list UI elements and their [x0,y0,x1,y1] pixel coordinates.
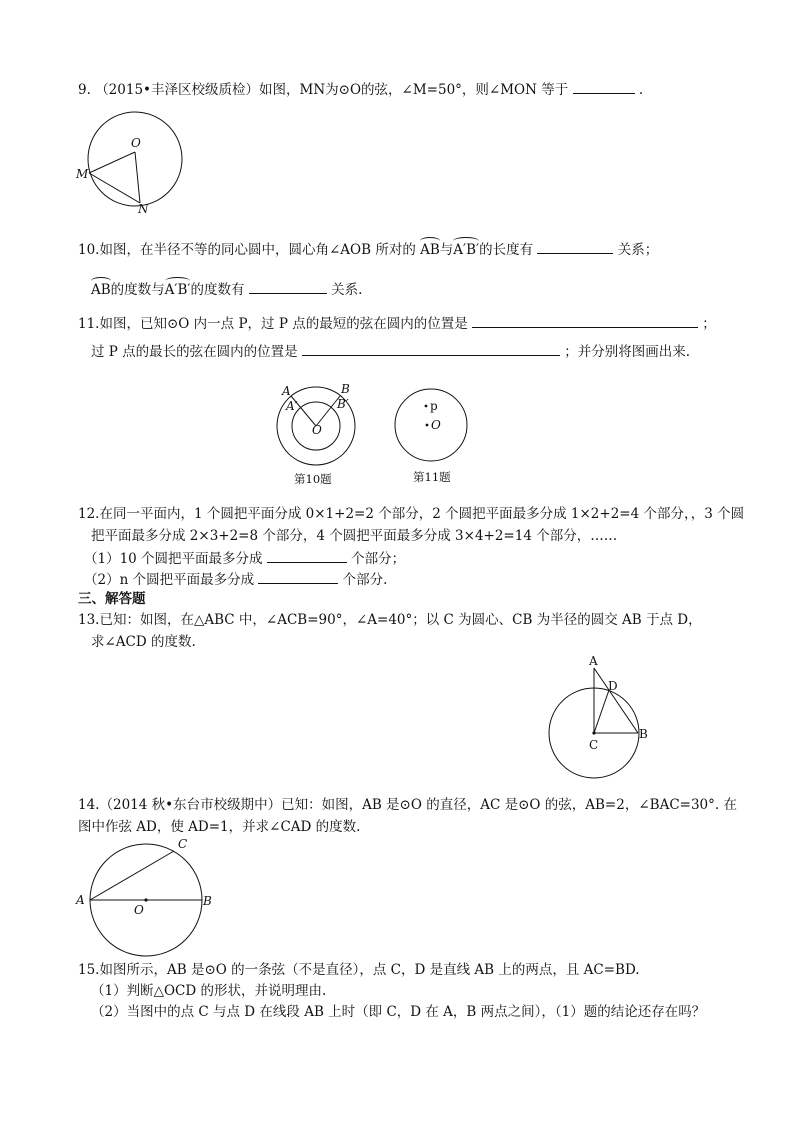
fig11-label-p: p [430,399,438,413]
q13-figure [540,652,660,782]
q13-line-1: 已知：如图，在△ABC 中，∠ACB=90°，∠A=40°；以 C 为圆心、CB 为半径的圆交 AB 于点 D， [99,612,702,628]
question-10-line-1 [78,239,658,259]
section-3-heading: 三、解答题 [78,591,146,607]
q12-answer-blank-1[interactable] [267,548,347,563]
q14-label-c: C [178,837,188,851]
q14-label-b: B [203,894,212,908]
q12-sub1-a: （1）10 个圆把平面最多分成 [84,551,263,567]
q12-sub2-b: 个部分. [342,572,388,588]
q13-line-2: 求∠ACD 的度数. [91,634,196,650]
question-15-sub-2 [91,1003,705,1021]
q9-chord-mn [89,173,140,203]
q14-label-o: O [134,903,144,917]
question-12-sub-2 [84,569,387,589]
q9-text: 如图，MN为⊙O的弦，∠M=50°，则∠MON 等于 [259,82,569,98]
q12-sub2-a: （2）n 个圆把平面最多分成 [84,572,255,588]
q14-chord-ac [90,851,174,900]
q10-text-c: 关系； [617,242,659,258]
q10-text-d: 的度数与 [110,282,165,298]
q13-label-c: C [589,738,599,752]
figure-10 [270,382,370,492]
question-9 [78,79,643,99]
q13-number: 13. [78,612,100,628]
question-11-line-2 [91,341,690,361]
q10-text-f: 关系. [331,282,363,298]
q11-answer-blank-1[interactable] [472,313,698,328]
q15-sub-1: （1）判断△OCD 的形状，并说明理由. [91,983,327,999]
q13-segment-cd [594,690,609,733]
q9-source: （2015•丰泽区校级质检） [95,82,260,98]
q14-number: 14. [78,797,100,813]
q14-line-1: （2014 秋•东台市校级期中）已知：如图，AB 是⊙O 的直径，AC 是⊙O 的弦，AB=2，∠BAC=30°. 在 [99,797,737,813]
q10-text-b: 的长度有 [479,242,534,258]
q11-answer-blank-2[interactable] [302,341,560,356]
q9-radius-om [89,152,135,173]
fig10-label-a-prime: A′ [286,399,298,413]
fig11-caption: 第11题 [413,470,451,484]
fig10-label-b-prime: B′ [337,397,349,411]
question-13-line-2 [91,633,196,651]
q10-answer-blank-2[interactable] [249,279,327,294]
question-15-line-1 [78,961,640,979]
q13-label-d: D [608,679,618,693]
question-14-line-1 [78,796,737,814]
q13-label-b: B [639,727,648,741]
q14-label-a: A [76,893,85,907]
q9-answer-blank[interactable] [573,79,635,94]
q10-text-a: 如图，在半径不等的同心圆中，圆心角∠AOB 所对的 [99,242,416,258]
question-11-line-1 [78,313,716,333]
question-10-line-2 [91,279,362,299]
q10-arc-a2b2: A′B′ [453,242,480,258]
q10-arc-ab-2: AB [91,282,111,298]
q14-point-o [144,898,147,901]
question-14-line-2 [78,818,360,836]
fig10-label-a: A [282,384,291,398]
question-15-sub-1 [91,982,326,1000]
q10-arc-a2b2-2: A′B′ [164,282,191,298]
question-12-line-1 [78,505,744,523]
question-13-line-1 [78,611,702,629]
q10-with: 与 [439,242,454,258]
q11-text-b: 过 P 点的最长的弦在圆内的位置是 [91,344,298,360]
q12-answer-blank-2[interactable] [258,569,338,584]
q9-label-o: O [131,136,141,150]
q9-figure [70,105,200,215]
q15-line-1: 如图所示，AB 是⊙O 的一条弦（不是直径），点 C，D 是直线 AB 上的两点，且 AC=BD. [99,962,640,978]
q11-number: 11. [78,316,100,332]
q13-segment-ab [594,668,638,733]
figure-11 [390,382,480,492]
q9-label-n: N [138,202,149,216]
question-12-line-2 [91,527,617,545]
q11-end-a: ； [702,316,716,332]
q9-number: 9. [78,82,91,98]
q10-number: 10. [78,242,100,258]
q14-line-2: 图中作弦 AD，使 AD=1，并求∠CAD 的度数. [78,819,361,835]
q13-point-c [592,731,595,734]
q14-figure [72,836,222,966]
q9-circle [88,112,182,206]
q9-end: . [638,82,644,98]
q12-number: 12. [78,506,100,522]
q12-line-2: 把平面最多分成 2×3+2=8 个部分，4 个圆把平面最多分成 3×4+2=14 个部分，…… [91,528,618,544]
q13-label-a: A [589,654,598,668]
q12-sub1-b: 个部分； [351,551,406,567]
fig11-label-o: O [431,418,441,432]
q15-sub-2: （2）当图中的点 C 与点 D 在线段 AB 上时（即 C，D 在 A，B 两点之间），（1）题的结论还存在吗？ [91,1004,706,1020]
q10-arc-ab: AB [420,242,440,258]
question-12-sub-1 [84,548,405,568]
fig10-caption: 第10题 [294,472,332,486]
q9-radius-on [135,152,140,203]
q10-answer-blank-1[interactable] [537,239,613,254]
q12-line-1: 在同一平面内，1 个圆把平面分成 0×1+2=2 个部分，2 个圆把平面最多分成 1×2+2=4 个部分，，3 个圆 [99,506,745,522]
fig10-label-b: B [341,382,350,396]
q9-label-m: M [76,167,89,181]
fig11-point-p [425,405,428,408]
q11-text-a: 如图，已知⊙O 内一点 P，过 P 点的最短的弦在圆内的位置是 [99,316,468,332]
q10-text-e: 的度数有 [190,282,245,298]
fig11-point-o [426,424,429,427]
q15-number: 15. [78,962,100,978]
fig10-label-o: O [312,423,322,437]
q11-end-b: ；并分别将图画出来. [564,344,691,360]
